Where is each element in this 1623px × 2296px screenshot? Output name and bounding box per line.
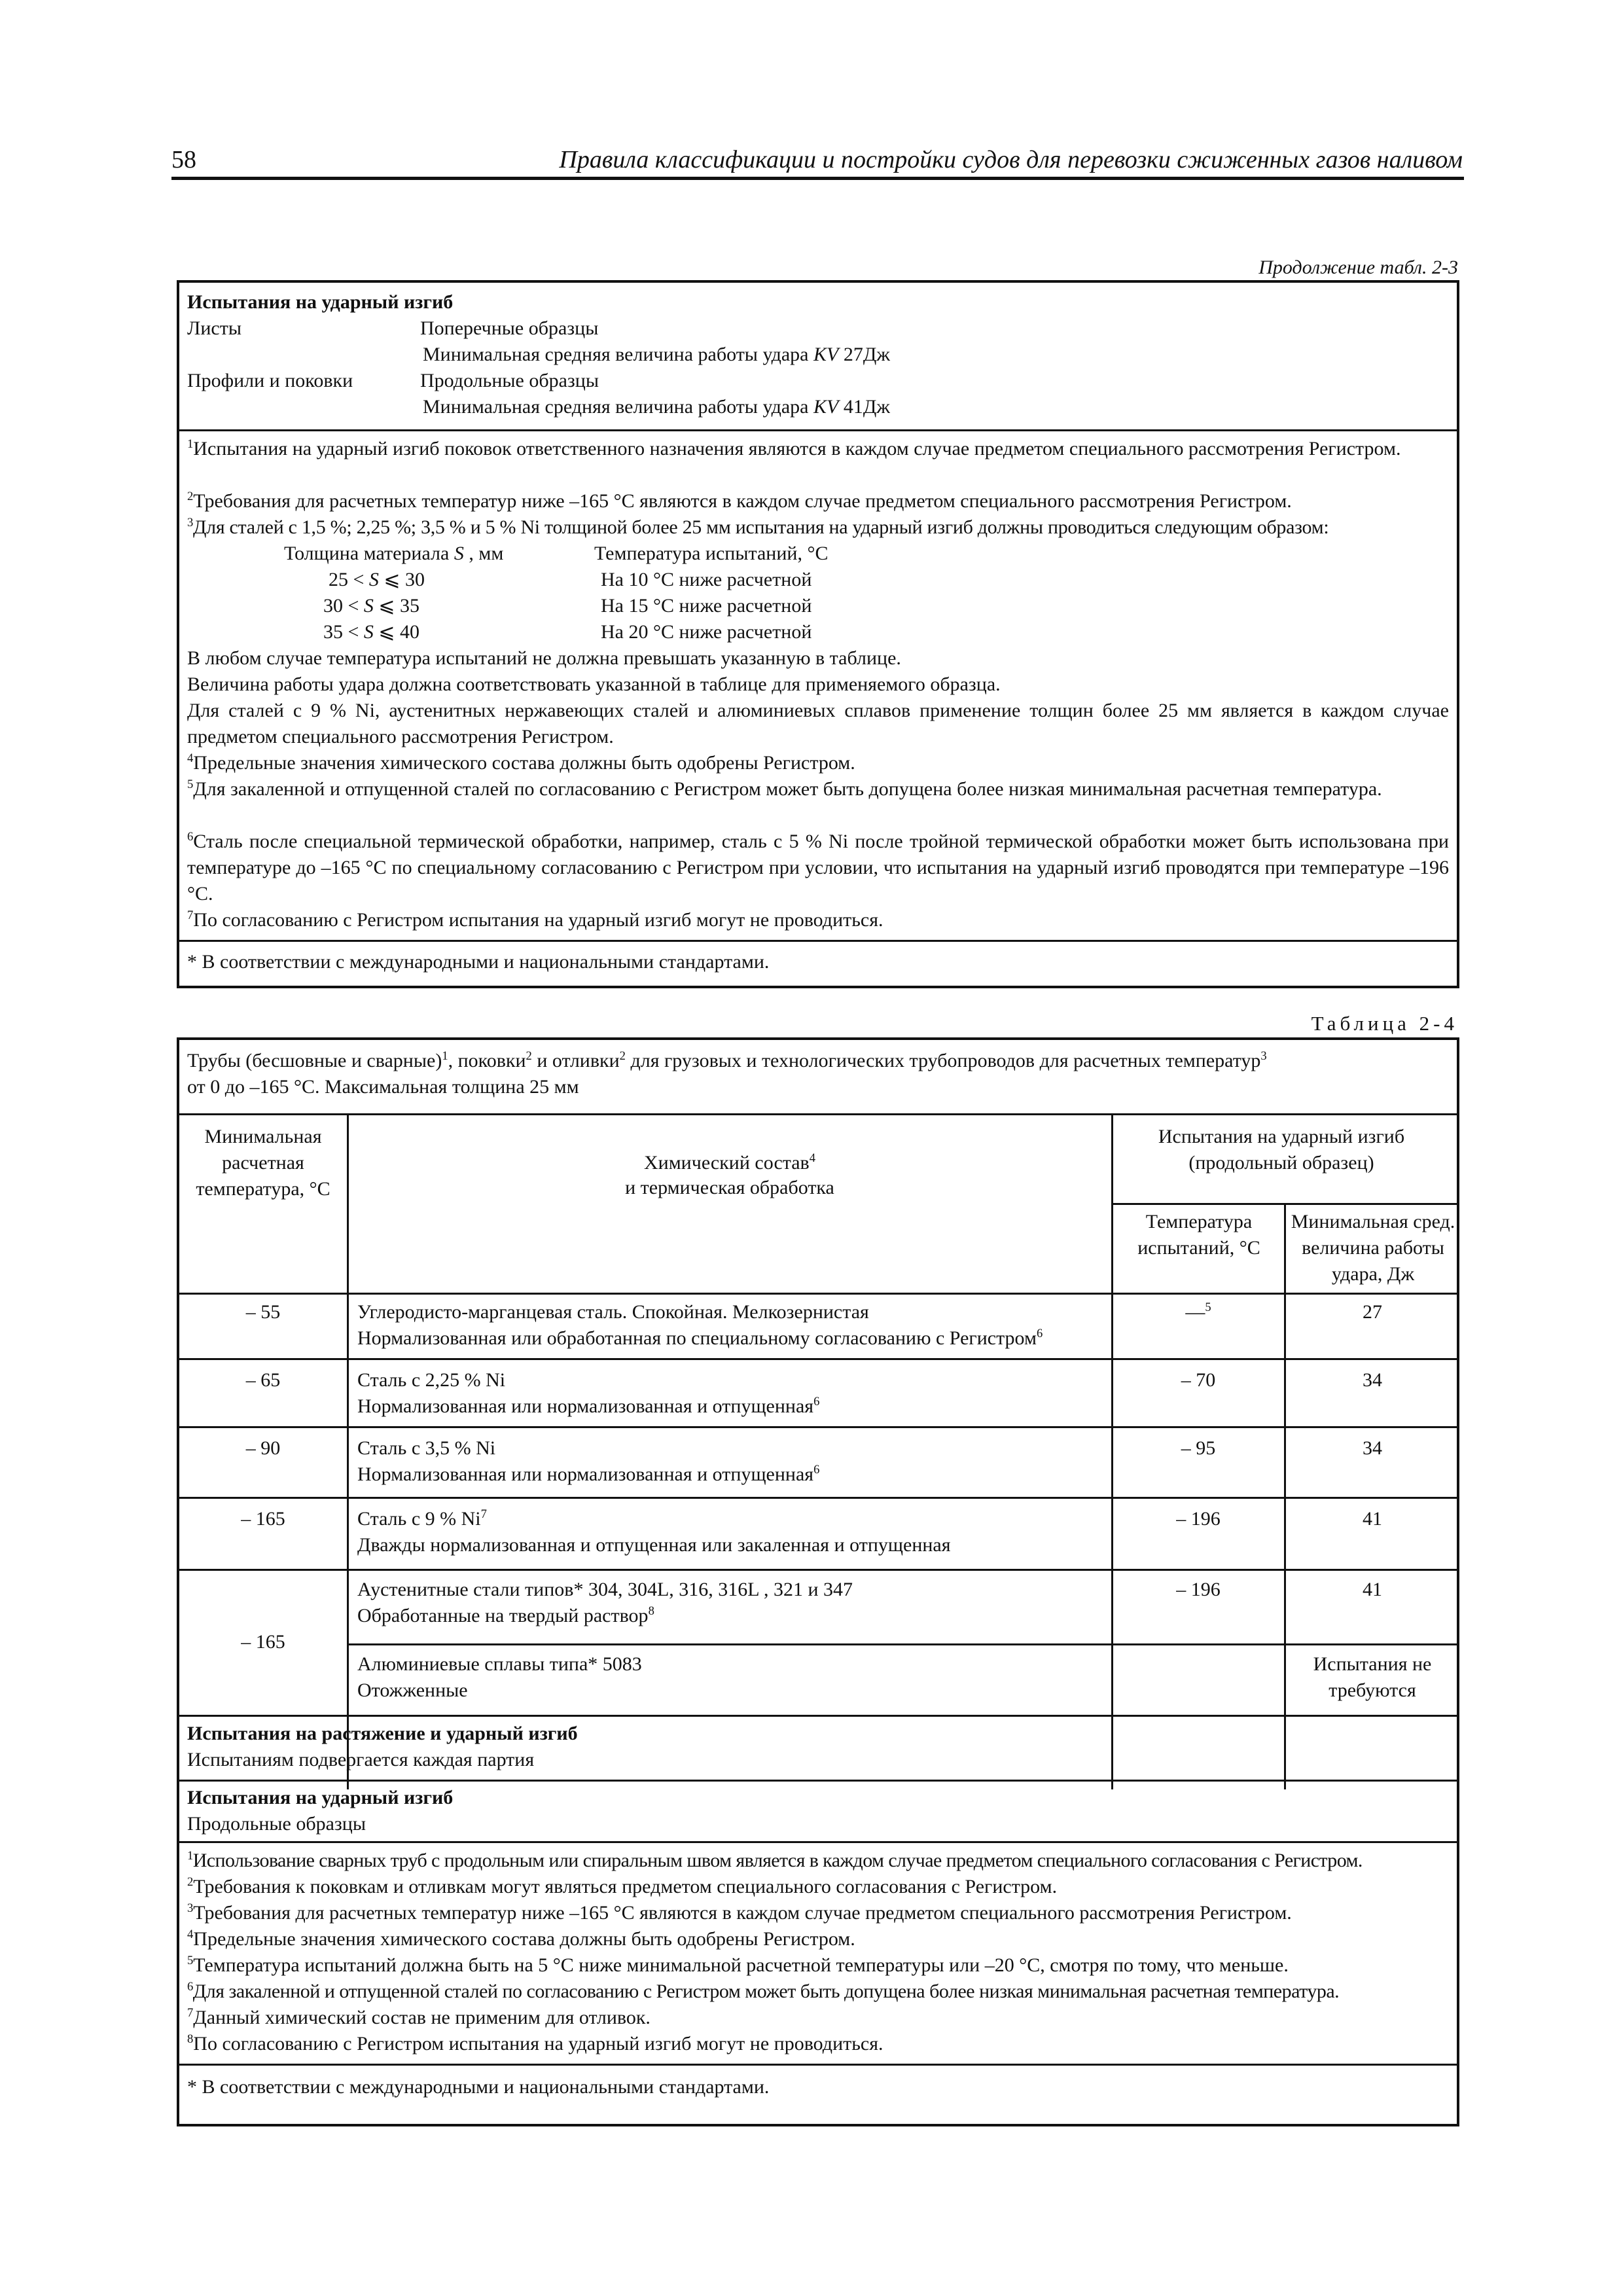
note-4: $^4$Предельные значения химического состава должны быть одобрены Регистром. [187,751,855,774]
cell-chem-line1: Сталь с 3,5 % Ni [357,1437,496,1459]
note-3-c: Для сталей с 9 % Ni, аустенитных нержавеющих сталей и алюминиевых сплавов применение толщин более 25 мм является в каждом случае предметом специального рассмотрения Регистром. [187,700,1449,747]
thickness-temp: На 15 °С ниже расчетной [601,595,812,617]
cell-min-energy: Испытания не требуются [1313,1653,1432,1701]
cell-min-energy: 41 [1363,1508,1382,1530]
note-2: $^2$Требования для расчетных температур ниже –165 °С являются в каждом случае предметом специального рассмотрения Регистром. [187,489,1292,512]
cell-chem-line2: Нормализованная или нормализованная и отпущенная$^6$ [357,1462,820,1485]
header-chem: Химический состав$^4$ [643,1151,816,1174]
note-6: $^6$Для закаленной и отпущенной сталей по согласованию с Регистром может быть допущена более низкая минимальная расчетная температура. [187,1979,1340,2002]
cell-chem-line1: Алюминиевые сплавы типа* 5083 [357,1653,642,1675]
impact-test-title: Испытания на ударный изгиб [187,1787,454,1808]
thickness-header: Толщина материала S , мм [284,543,504,564]
row-item-sheets: Листы [187,317,241,339]
rule [179,1569,1457,1571]
table-2-3-continuation [177,280,1459,988]
table-title-line-2: от 0 до –165 °С. Максимальная толщина 25 мм [187,1076,579,1098]
cell-chem-line1: Сталь с 9 % Ni$^7$ [357,1507,487,1530]
rule [179,1113,1457,1115]
rule [1111,1203,1457,1205]
cell-chem-line1: Сталь с 2,25 % Ni [357,1369,506,1391]
column-rule [1284,1203,1286,1789]
note-1: $^1$Использование сварных труб с продольным или спиральным швом является в каждом случае предметом специального согласования с Регистром. [187,1848,1363,1871]
cell-min-temp: – 165 [241,1631,285,1653]
rule [179,1841,1457,1843]
rule [179,1497,1457,1499]
cell-chem-line2: Нормализованная или нормализованная и отпущенная$^6$ [357,1394,820,1417]
column-rule [347,1113,349,1789]
cell-min-energy: 27 [1363,1301,1382,1323]
cell-min-temp: – 165 [241,1508,285,1530]
cell-chem-line1: Аустенитные стали типов* 304, 304L, 316, 316L , 321 и 347 [357,1579,853,1600]
rule [179,1358,1457,1360]
cell-min-temp: – 65 [245,1369,281,1391]
note-1: $^1$Испытания на ударный изгиб поковок ответственного назначения являются в каждом случае предметом специального рассмотрения Регистром. [187,437,1401,459]
note-4: $^4$Предельные значения химического состава должны быть одобрены Регистром. [187,1927,855,1950]
cell-test-temp: – 95 [1181,1437,1216,1459]
table-2-4-caption: Таблица 2-4 [1311,1012,1458,1035]
table-2-3-continuation-caption: Продолжение табл. 2-3 [1258,257,1458,278]
header-chem-sub: и термическая обработка [625,1177,834,1198]
running-title: Правила классификации и постройки судов для перевозки сжиженных газов наливом [559,146,1463,173]
cell-min-temp: – 55 [245,1301,281,1323]
thickness-temp: На 20 °С ниже расчетной [601,621,812,643]
note-5: $^5$Температура испытаний должна быть на 5 °С ниже минимальной расчетной температуры или –20 °С, смотря по тому, что меньше. [187,1953,1289,1976]
rule [179,1426,1457,1428]
row-req-profiles: Минимальная средняя величина работы удара KV 41Дж [423,396,891,418]
note-8: $^8$По согласованию с Регистром испытания на ударный изгиб могут не проводиться. [187,2032,883,2054]
footnote-star: * В соответствии с международными и национальными стандартами. [187,951,770,973]
row-item-profiles: Профили и поковки [187,370,353,391]
rule [179,2064,1457,2066]
table-title: Трубы (бесшовные и сварные)$^1$, поковки$^2$ и отливки$^2$ для грузовых и технологических трубопроводов для расчетных температур$^3$ [187,1049,1267,1071]
cell-min-temp: – 90 [245,1437,281,1459]
header-impact: Испытания на ударный изгиб (продольный образец) [1158,1126,1405,1174]
cell-chem-line2: Дважды нормализованная и отпущенная или закаленная и отпущенная [357,1534,951,1556]
tension-test-title: Испытания на растяжение и ударный изгиб [187,1723,578,1744]
row-req-sheets: Минимальная средняя величина работы удара KV 27Дж [423,344,891,365]
header-test-temp: Температура испытаний, °С [1137,1211,1260,1259]
page-number: 58 [171,146,196,173]
header-min-temp: Минимальная расчетная температура, °С [196,1126,330,1200]
cell-chem-line2: Обработанные на твердый раствор$^8$ [357,1604,654,1626]
tension-test-text: Испытаниям подвергается каждая партия [187,1749,535,1770]
note-6: $^6$Сталь после специальной термической обработки, например, сталь с 5 % Ni после тройной термической обработки может быть использована при температуре до –165 °С по специальному согласованию с Регистром при условии, что испытания на ударный изгиб проводятся при температуре –196 °С. [187,829,1449,905]
cell-test-temp: – 196 [1176,1508,1221,1530]
column-rule [1111,1113,1113,1789]
rule [347,1643,1457,1645]
row-spec-sheets: Поперечные образцы [420,317,599,339]
impact-test-text: Продольные образцы [187,1813,366,1835]
header-rule [171,177,1464,180]
rule [179,1780,1457,1782]
thickness-range: 30 < S ⩽ 35 [323,595,420,617]
cell-min-energy: 34 [1363,1437,1382,1459]
footnote-star: * В соответствии с международными и национальными стандартами. [187,2076,770,2098]
thickness-range: 25 < S ⩽ 30 [329,569,425,590]
note-2: $^2$Требования к поковкам и отливкам могут являться предметом специального согласования с Регистром. [187,1874,1058,1897]
note-3-b: Величина работы удара должна соответствовать указанной в таблице для применяемого образца. [187,673,1001,695]
cell-test-temp: – 196 [1176,1579,1221,1600]
temp-header: Температура испытаний, °С [594,543,829,564]
note-3: $^3$Требования для расчетных температур ниже –165 °С являются в каждом случае предметом специального рассмотрения Регистром. [187,1901,1292,1924]
table-2-4 [177,1037,1459,2126]
note-5: $^5$Для закаленной и отпущенной сталей по согласованию с Регистром может быть допущена более низкая минимальная расчетная температура. [187,777,1382,800]
cell-test-temp: —$^5$ [1185,1300,1211,1323]
cell-chem-line1: Углеродисто-марганцевая сталь. Спокойная. Мелкозернистая [357,1301,869,1323]
cell-min-energy: 41 [1363,1579,1382,1600]
row-spec-profiles: Продольные образцы [420,370,599,391]
cell-chem-line2: Нормализованная или обработанная по специальному согласованию с Регистром$^6$ [357,1326,1043,1349]
cell-chem-line2: Отожженные [357,1679,468,1701]
thickness-temp: На 10 °С ниже расчетной [601,569,812,590]
rule [179,940,1457,942]
note-3: $^3$Для сталей с 1,5 %; 2,25 %; 3,5 % и 5 % Ni толщиной более 25 мм испытания на ударный изгиб должны проводиться следующим образом: [187,515,1329,538]
cell-min-energy: 34 [1363,1369,1382,1391]
rule [179,1293,1457,1295]
header-min-energy: Минимальная сред. величина работы удара, Дж [1291,1211,1455,1285]
note-7: $^7$Данный химический состав не применим для отливок. [187,2005,651,2028]
impact-test-title: Испытания на ударный изгиб [187,291,454,313]
note-3-a: В любом случае температура испытаний не должна превышать указанную в таблице. [187,647,901,669]
rule [179,429,1457,431]
thickness-range: 35 < S ⩽ 40 [323,621,420,643]
rule [179,1715,1457,1717]
cell-test-temp: – 70 [1181,1369,1216,1391]
note-7: $^7$По согласованию с Регистром испытания на ударный изгиб могут не проводиться. [187,908,883,931]
